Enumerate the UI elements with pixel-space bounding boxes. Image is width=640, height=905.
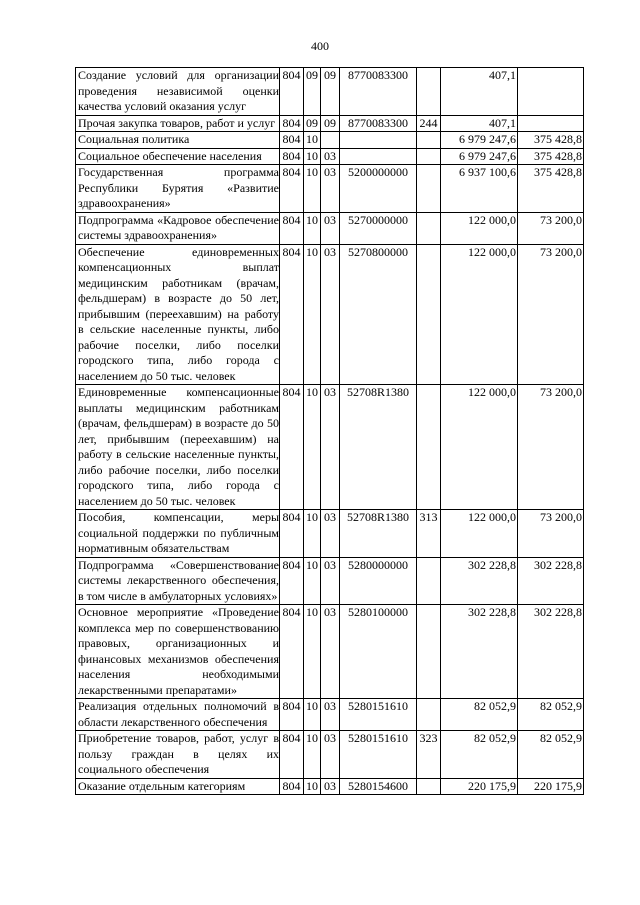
- expense-type-cell: [417, 68, 441, 116]
- ved-code-cell: 804: [280, 212, 304, 244]
- expense-type-cell: [417, 148, 441, 165]
- expense-type-cell: 244: [417, 115, 441, 132]
- ved-code-cell: 804: [280, 132, 304, 149]
- subsection-code-cell: 03: [321, 699, 340, 731]
- target-article-cell: 5280100000: [340, 605, 417, 699]
- ved-code-cell: 804: [280, 778, 304, 795]
- subsection-code-cell: 03: [321, 557, 340, 605]
- subsection-code-cell: 09: [321, 115, 340, 132]
- table-row: [76, 699, 584, 731]
- section-code-cell: 10: [304, 605, 321, 699]
- row-name-cell: Создание условий для организации проведения независимой оценки качества условий оказания услуг: [76, 68, 280, 116]
- subsection-code-cell: 03: [321, 778, 340, 795]
- table-row: [76, 132, 584, 149]
- subsection-code-cell: 03: [321, 605, 340, 699]
- amount-total-cell: 407,1: [441, 68, 518, 116]
- ved-code-cell: 804: [280, 165, 304, 213]
- amount-total-cell: 220 175,9: [441, 778, 518, 795]
- subsection-code-cell: 03: [321, 510, 340, 558]
- row-name-cell: Социальное обеспечение населения: [76, 148, 280, 165]
- row-name-cell: Основное мероприятие «Проведение комплекса мер по совершенствованию правовых, организационных и финансовых механизмов обеспечения населения необходимыми лекарственными препаратами»: [76, 605, 280, 699]
- amount-federal-cell: 375 428,8: [518, 165, 584, 213]
- subsection-code-cell: 03: [321, 244, 340, 385]
- section-code-cell: 09: [304, 68, 321, 116]
- row-name-cell: Обеспечение единовременных компенсационных выплат медицинским работникам (врачам, фельдшерам) в возрасте до 50 лет, прибывшим (переехавшим) на работу в сельские населенные пункты, либо рабочие поселки, либо поселки городского типа, либо города с населением до 50 тыс. человек: [76, 244, 280, 385]
- table-row: [76, 385, 584, 510]
- row-name-cell: Прочая закупка товаров, работ и услуг: [76, 115, 280, 132]
- section-code-cell: 10: [304, 165, 321, 213]
- table-row: [76, 212, 584, 244]
- ved-code-cell: 804: [280, 115, 304, 132]
- target-article-cell: 5280151610: [340, 699, 417, 731]
- ved-code-cell: 804: [280, 605, 304, 699]
- expense-type-cell: [417, 699, 441, 731]
- amount-federal-cell: 73 200,0: [518, 244, 584, 385]
- amount-total-cell: 6 979 247,6: [441, 132, 518, 149]
- expense-type-cell: [417, 244, 441, 385]
- subsection-code-cell: 03: [321, 385, 340, 510]
- section-code-cell: 10: [304, 731, 321, 779]
- subsection-code-cell: [321, 132, 340, 149]
- amount-federal-cell: 302 228,8: [518, 605, 584, 699]
- table-row: [76, 68, 584, 116]
- row-name-cell: Подпрограмма «Кадровое обеспечение системы здравоохранения»: [76, 212, 280, 244]
- section-code-cell: 10: [304, 148, 321, 165]
- amount-federal-cell: [518, 68, 584, 116]
- amount-total-cell: 122 000,0: [441, 385, 518, 510]
- target-article-cell: 8770083300: [340, 68, 417, 116]
- section-code-cell: 10: [304, 778, 321, 795]
- section-code-cell: 10: [304, 212, 321, 244]
- expense-type-cell: 323: [417, 731, 441, 779]
- budget-table: [75, 67, 584, 795]
- table-row: [76, 244, 584, 385]
- expense-type-cell: 313: [417, 510, 441, 558]
- amount-federal-cell: 82 052,9: [518, 731, 584, 779]
- amount-total-cell: 6 979 247,6: [441, 148, 518, 165]
- section-code-cell: 09: [304, 115, 321, 132]
- subsection-code-cell: 09: [321, 68, 340, 116]
- ved-code-cell: 804: [280, 510, 304, 558]
- table-row: [76, 510, 584, 558]
- subsection-code-cell: 03: [321, 165, 340, 213]
- expense-type-cell: [417, 132, 441, 149]
- table-row: [76, 605, 584, 699]
- table-row: [76, 557, 584, 605]
- amount-federal-cell: 73 200,0: [518, 385, 584, 510]
- ved-code-cell: 804: [280, 557, 304, 605]
- amount-federal-cell: 375 428,8: [518, 148, 584, 165]
- section-code-cell: 10: [304, 557, 321, 605]
- target-article-cell: 5280154600: [340, 778, 417, 795]
- expense-type-cell: [417, 385, 441, 510]
- row-name-cell: Оказание отдельным категориям: [76, 778, 280, 795]
- section-code-cell: 10: [304, 132, 321, 149]
- target-article-cell: [340, 132, 417, 149]
- table-row: [76, 148, 584, 165]
- amount-total-cell: 122 000,0: [441, 244, 518, 385]
- amount-federal-cell: 73 200,0: [518, 510, 584, 558]
- section-code-cell: 10: [304, 699, 321, 731]
- subsection-code-cell: 03: [321, 212, 340, 244]
- section-code-cell: 10: [304, 385, 321, 510]
- amount-total-cell: 82 052,9: [441, 731, 518, 779]
- ved-code-cell: 804: [280, 699, 304, 731]
- row-name-cell: Пособия, компенсации, меры социальной поддержки по публичным нормативным обязательствам: [76, 510, 280, 558]
- expense-type-cell: [417, 165, 441, 213]
- section-code-cell: 10: [304, 510, 321, 558]
- amount-federal-cell: 375 428,8: [518, 132, 584, 149]
- subsection-code-cell: 03: [321, 731, 340, 779]
- target-article-cell: 5280000000: [340, 557, 417, 605]
- target-article-cell: 5200000000: [340, 165, 417, 213]
- section-code-cell: 10: [304, 244, 321, 385]
- target-article-cell: 52708R1380: [340, 510, 417, 558]
- amount-total-cell: 407,1: [441, 115, 518, 132]
- expense-type-cell: [417, 212, 441, 244]
- target-article-cell: 5280151610: [340, 731, 417, 779]
- target-article-cell: 5270000000: [340, 212, 417, 244]
- target-article-cell: 8770083300: [340, 115, 417, 132]
- table-row: [76, 731, 584, 779]
- row-name-cell: Подпрограмма «Совершенствование системы лекарственного обеспечения, в том числе в амбулаторных условиях»: [76, 557, 280, 605]
- amount-total-cell: 6 937 100,6: [441, 165, 518, 213]
- amount-federal-cell: 220 175,9: [518, 778, 584, 795]
- ved-code-cell: 804: [280, 731, 304, 779]
- amount-federal-cell: [518, 115, 584, 132]
- expense-type-cell: [417, 605, 441, 699]
- amount-total-cell: 122 000,0: [441, 510, 518, 558]
- page-number: 400: [311, 39, 329, 53]
- amount-total-cell: 302 228,8: [441, 605, 518, 699]
- target-article-cell: 52708R1380: [340, 385, 417, 510]
- ved-code-cell: 804: [280, 68, 304, 116]
- target-article-cell: [340, 148, 417, 165]
- table-row: [76, 165, 584, 213]
- target-article-cell: 5270800000: [340, 244, 417, 385]
- amount-federal-cell: 73 200,0: [518, 212, 584, 244]
- ved-code-cell: 804: [280, 244, 304, 385]
- subsection-code-cell: 03: [321, 148, 340, 165]
- amount-total-cell: 302 228,8: [441, 557, 518, 605]
- row-name-cell: Единовременные компенсационные выплаты медицинским работникам (врачам, фельдшерам) в возрасте до 50 лет, прибывшим (переехавшим) на работу в сельские населенные пункты, либо рабочие поселки, либо поселки городского типа, либо города с населением до 50 тыс. человек: [76, 385, 280, 510]
- expense-type-cell: [417, 557, 441, 605]
- row-name-cell: Реализация отдельных полномочий в области лекарственного обеспечения: [76, 699, 280, 731]
- amount-federal-cell: 302 228,8: [518, 557, 584, 605]
- table-row: [76, 115, 584, 132]
- expense-type-cell: [417, 778, 441, 795]
- row-name-cell: Социальная политика: [76, 132, 280, 149]
- amount-total-cell: 82 052,9: [441, 699, 518, 731]
- table-row: [76, 778, 584, 795]
- ved-code-cell: 804: [280, 148, 304, 165]
- amount-federal-cell: 82 052,9: [518, 699, 584, 731]
- row-name-cell: Приобретение товаров, работ, услуг в пользу граждан в целях их социального обеспечения: [76, 731, 280, 779]
- ved-code-cell: 804: [280, 385, 304, 510]
- amount-total-cell: 122 000,0: [441, 212, 518, 244]
- row-name-cell: Государственная программа Республики Бурятия «Развитие здравоохранения»: [76, 165, 280, 213]
